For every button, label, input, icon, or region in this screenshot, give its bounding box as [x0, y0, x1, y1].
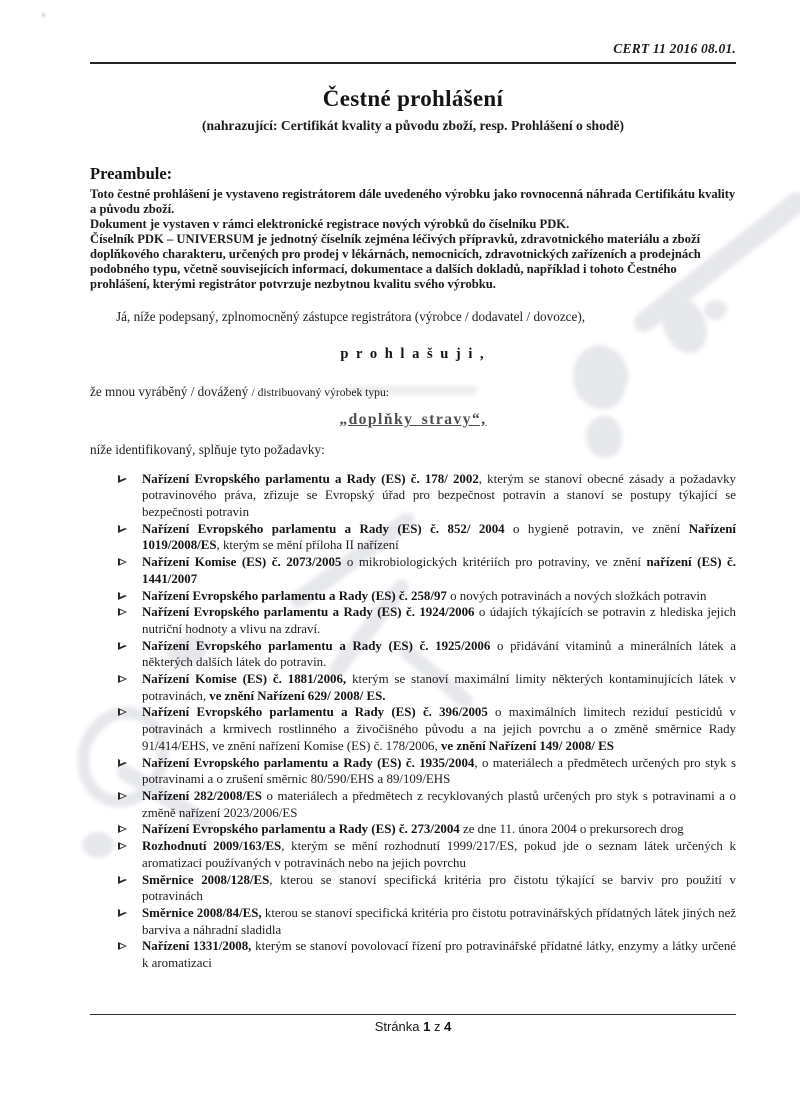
regulation-description: o nových potravinách a nových složkách potravin	[446, 588, 707, 603]
requirement-item	[115, 838, 736, 871]
regulation-reference: Nařízení 1019/2008/ES	[142, 521, 736, 553]
requirement-item	[115, 588, 736, 605]
arrowhead-right-icon	[118, 592, 127, 600]
declaration-verb: p r o h l a š u j i ,	[340, 345, 486, 362]
regulation-reference: Nařízení 282/2008/ES	[142, 789, 262, 803]
arrowhead-right-icon	[118, 525, 127, 533]
regulation-description: o přidávání vitaminů a minerálních látek a některých dalších látek do potravin.	[142, 638, 737, 670]
regulation-reference: Směrnice 2008/84/ES,	[142, 905, 262, 920]
product-line-secondary: / distribuovaný výrobek typu:	[251, 385, 390, 399]
preamble-paragraph: Toto čestné prohlášení je vystaveno registrátorem dále uvedeného výrobku jako rovnocenná náhrada Certifikátu kvality a původu zboží.	[90, 187, 736, 217]
regulation-description: o hygieně potravin, ve znění	[504, 521, 689, 536]
regulation-reference: Nařízení 1331/2008,	[142, 939, 252, 954]
regulation-reference: ve znění Nařízení 629/ 2008/ ES.	[209, 688, 386, 703]
page-number: 4	[444, 1019, 452, 1034]
page-footer	[90, 1014, 736, 1034]
preamble-heading: Preambule:	[90, 164, 173, 184]
doc-code: CERT 11 2016 08.01.	[613, 41, 736, 56]
regulation-description: o materiálech a předmětech z recyklovaných plastů určených pro styk s potravinami a o změně nařízení 2023/2006/ES	[142, 789, 736, 820]
arrowhead-right-icon	[118, 642, 127, 650]
requirements-list	[90, 471, 736, 972]
regulation-description: o údajích týkajících se potravin z hlediska jejich nutriční hodnoty a vlivu na zdraví.	[142, 605, 736, 636]
regulation-reference: nařízení (ES) č. 1441/2007	[142, 555, 736, 586]
page-label: Stránka	[374, 1019, 424, 1034]
regulation-reference: Nařízení Evropského parlamentu a Rady (ES) č. 1925/2006	[142, 638, 491, 653]
requirements-intro: níže identifikovaný, splňuje tyto požadavky:	[90, 441, 325, 457]
arrowhead-right-icon	[118, 759, 127, 767]
page-label: z	[430, 1019, 445, 1034]
arrowhead-right-icon	[118, 475, 127, 483]
product-line-main: že mnou vyráběný / dovážený	[90, 383, 252, 399]
regulation-reference: Nařízení Evropského parlamentu a Rady (ES) č. 1924/2006	[142, 605, 475, 620]
regulation-description: , kterým se mění rozhodnutí 1999/217/ES, pokud jde o seznam látek určených k aromatizaci používaných v potravinách nebo na jejich povrchu	[142, 839, 736, 870]
requirement-item	[115, 671, 736, 704]
arrowhead-right-icon	[118, 675, 127, 683]
regulation-description: o mikrobiologických kritériích pro potraviny, ve znění	[341, 555, 647, 570]
arrowhead-right-icon	[118, 942, 127, 950]
regulation-reference: Nařízení Evropského parlamentu a Rady (ES) č. 273/2004	[142, 822, 460, 837]
requirement-item	[115, 821, 736, 838]
requirement-item	[115, 554, 736, 587]
regulation-reference: Rozhodnutí 2009/163/ES	[142, 839, 282, 854]
arrowhead-right-icon	[118, 825, 127, 833]
regulation-description: kterým se stanoví maximální limity některých kontaminujících látek v potravinách,	[142, 672, 736, 703]
regulation-reference: Nařízení Evropského parlamentu a Rady (ES) č. 178/ 2002	[142, 471, 479, 486]
regulation-reference: ve znění Nařízení 149/ 2008/ ES	[440, 738, 614, 753]
arrowhead-right-icon	[118, 842, 127, 850]
arrowhead-right-icon	[118, 876, 127, 884]
regulation-description: kterým se stanoví povolovací řízení pro potravinářské přídatné látky, enzymy a látky určené k aromatizaci	[142, 939, 737, 971]
requirement-item	[115, 905, 736, 938]
requirement-item	[115, 872, 736, 905]
declaration-intro: Já, níže podepsaný, zplnomocněný zástupce registrátora (výrobce / dodavatel / dovozce),	[116, 308, 586, 324]
arrowhead-right-icon	[118, 792, 127, 800]
regulation-reference: Nařízení Komise (ES) č. 1881/2006,	[142, 672, 347, 687]
regulation-description: , kterým se stanoví obecné zásady a požadavky potravinového práva, zřizuje se Evropský úřad pro bezpečnost potravin a stanoví se postupy týkající se bezpečnosti potravin	[142, 471, 736, 520]
regulation-description: , kterým se mění příloha II nařízení	[216, 538, 399, 553]
arrowhead-right-icon	[118, 608, 127, 616]
preamble-paragraph: Dokument je vystaven v rámci elektronické registrace nových výrobků do číselníku PDK.	[90, 217, 570, 232]
preamble-paragraph: Číselník PDK – UNIVERSUM je jednotný číselník zejména léčivých přípravků, zdravotnického materiálu a zboží doplňkového charakteru, určených pro prodej v lékárnách, nemocnicích, zdravotnických zařízeních a prodejnách podobného typu, včetně souvisejících informací, dokumentace a dalších dokladů, například i tohoto Čestného prohlášení, kterými registrátor potvrzuje nezbytnou kvalitu svého výrobku.	[90, 232, 701, 291]
preamble-text	[90, 187, 736, 291]
regulation-reference: Směrnice 2008/128/ES	[142, 872, 270, 887]
regulation-description: ze dne 11. února 2004 o prekursorech drog	[459, 822, 684, 837]
page-number: 1	[423, 1019, 431, 1034]
regulation-reference: Nařízení Evropského parlamentu a Rady (ES) č. 258/97	[142, 588, 447, 603]
regulation-reference: Nařízení Evropského parlamentu a Rady (ES) č. 1935/2004	[142, 755, 475, 770]
page-subtitle: (nahrazující: Certifikát kvality a původu zboží, resp. Prohlášení o shodě)	[201, 118, 625, 134]
requirement-item	[115, 704, 736, 754]
requirement-item	[115, 788, 736, 821]
regulation-description: , o materiálech a předmětech určených pro styk s potravinami a o zrušení směrnic 80/590/EHS a 89/109/EHS	[142, 755, 736, 787]
regulation-description: , kterou se stanoví specifická kritéria pro čistotu týkající se barviv pro použití v potravinách	[142, 872, 736, 904]
page-title: Čestné prohlášení	[322, 86, 504, 111]
arrowhead-right-icon	[118, 558, 127, 566]
arrowhead-right-icon	[118, 909, 127, 917]
requirement-item	[115, 638, 736, 671]
regulation-description: kterou se stanoví specifická kritéria pro čistotu potravinářských přídatných látek jiných než barviva a náhradní sladidla	[142, 905, 737, 937]
requirement-item	[115, 604, 736, 637]
requirement-item	[115, 471, 736, 521]
product-type-value: „doplňky stravy“,	[339, 410, 487, 428]
regulation-reference: Nařízení Komise (ES) č. 2073/2005	[142, 555, 342, 570]
product-line	[90, 384, 736, 400]
arrowhead-right-icon	[118, 708, 127, 716]
requirement-item	[115, 755, 736, 788]
requirement-item	[115, 938, 736, 971]
regulation-reference: Nařízení Evropského parlamentu a Rady (ES) č. 852/ 2004	[142, 521, 505, 536]
regulation-reference: Nařízení Evropského parlamentu a Rady (ES) č. 396/2005	[142, 705, 488, 720]
header-rule	[90, 62, 736, 64]
requirement-item	[115, 521, 736, 554]
regulation-description: o maximálních limitech reziduí pesticidů v potravinách a krmivech rostlinného a živočišného původu a na jejich povrchu a o změně směrnice Rady 91/414/EHS, ve znění nařízení Komise (ES) č. 178/2006,	[142, 705, 736, 753]
